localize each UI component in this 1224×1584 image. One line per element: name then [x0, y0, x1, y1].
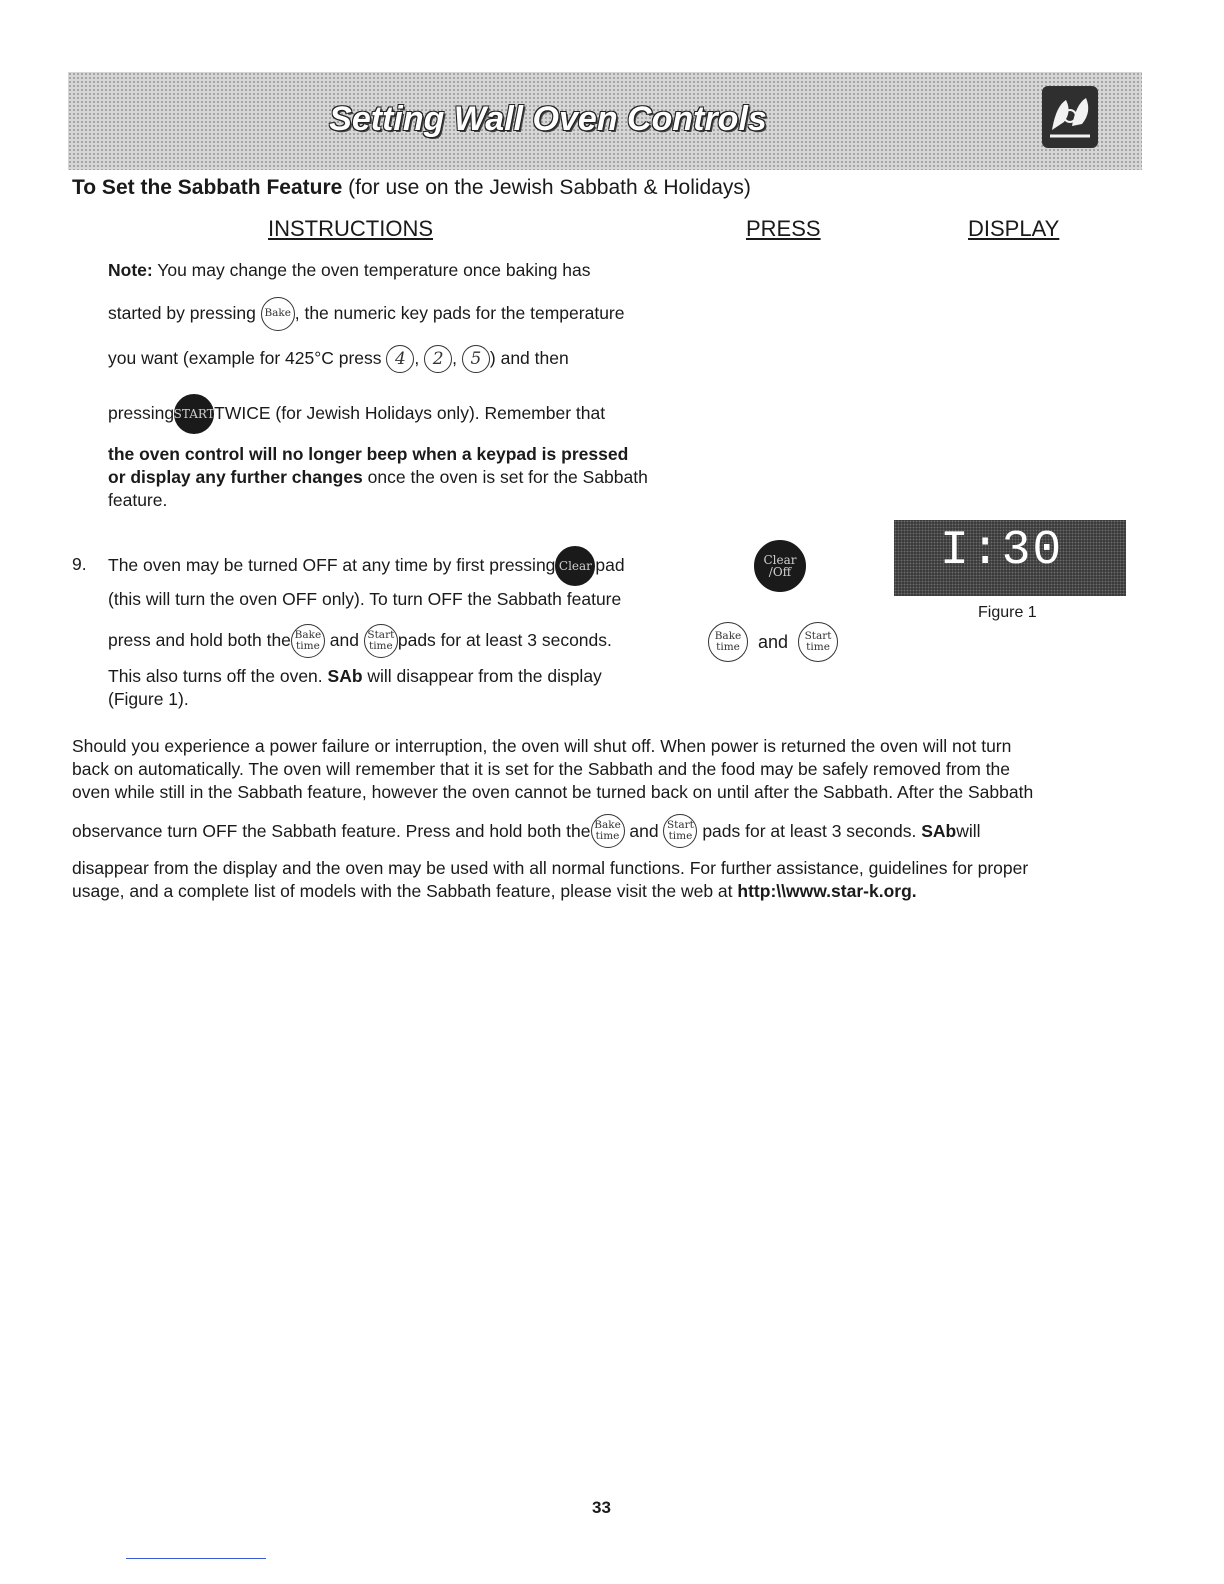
- key-label: time: [595, 830, 620, 842]
- note-line-7: [108, 492, 167, 510]
- oven-display: [894, 520, 1126, 596]
- note-text: once the oven is set for the Sabbath: [362, 467, 648, 487]
- key-label: Start: [804, 629, 832, 642]
- note-label: Note:: [108, 260, 153, 280]
- note-line-4: [108, 392, 605, 436]
- display-readout: I:30: [940, 524, 1064, 578]
- step-text: pad: [595, 555, 625, 576]
- step9-line-3: [108, 622, 612, 660]
- note-line-3: [108, 342, 569, 376]
- bake-key-icon: [261, 297, 295, 331]
- page-title: Setting Wall Oven Controls: [329, 100, 767, 138]
- separator: ,: [452, 348, 458, 369]
- key-label: Bake: [714, 629, 742, 642]
- step9-line-5: (Figure 1).: [108, 689, 189, 709]
- step9-line-4: [108, 668, 602, 686]
- note-bold-text: or display any further changes: [108, 467, 363, 487]
- closing-line-1: Should you experience a power failure or interruption, the oven will shut off. When power is returned the oven will not turn: [72, 736, 1012, 756]
- key-label: Bake: [594, 818, 621, 831]
- note-text: ) and then: [489, 348, 569, 369]
- closing-line-3: oven while still in the Sabbath feature, however the oven cannot be turned back on until after the Sabbath. After the Sabbath: [72, 782, 1034, 802]
- note-line-1: [108, 262, 591, 280]
- closing-text: and: [624, 820, 664, 841]
- start-time-key-icon: [663, 814, 697, 848]
- section-title: [72, 176, 751, 200]
- key-label: Bake: [294, 628, 322, 641]
- note-line-5: [108, 446, 628, 464]
- number-4-key-icon: 4: [386, 345, 414, 373]
- step-text: pads for at least 3 seconds.: [397, 630, 612, 651]
- key-label: /Off: [768, 565, 792, 579]
- closing-text: observance turn OFF the Sabbath feature. Press and hold both the: [72, 820, 591, 841]
- step-text: will disappear from the display: [362, 666, 602, 686]
- closing-line-5: disappear from the display and the oven may be used with all normal functions. For further assistance, guidelines for proper: [72, 858, 1029, 878]
- step-bold-text: SAb: [327, 666, 363, 686]
- closing-text: will: [956, 820, 981, 841]
- key-label: time: [716, 641, 740, 653]
- clear-off-key-icon: [555, 546, 595, 586]
- key-label: time: [296, 640, 320, 652]
- key-label: Clear: [558, 559, 592, 573]
- section-title-rest: (for use on the Jewish Sabbath & Holidays): [342, 176, 751, 199]
- step-number: 9.: [72, 554, 87, 574]
- section-title-bold: To Set the Sabbath Feature: [72, 176, 343, 199]
- key-label: Start: [367, 628, 395, 641]
- note-text: TWICE (for Jewish Holidays only). Remember that: [214, 403, 606, 424]
- key-label: Bake: [264, 307, 292, 320]
- number-5-key-icon: 5: [462, 345, 490, 373]
- bake-time-key-icon: [708, 622, 748, 662]
- step-text: and: [324, 630, 364, 651]
- closing-text: usage, and a complete list of models with the Sabbath feature, please visit the web at: [72, 881, 738, 901]
- closing-bold-text: SAb: [921, 820, 957, 841]
- key-label: Clear: [763, 553, 797, 567]
- key-label: Start: [666, 818, 694, 831]
- and-label: and: [758, 631, 789, 652]
- note-text: started by pressing: [108, 303, 256, 324]
- closing-line-2: back on automatically. The oven will remember that it is set for the Sabbath and the food may be safely removed from the: [72, 759, 1011, 779]
- display-heading: DISPLAY: [968, 216, 1060, 241]
- step9-line-1: [108, 546, 625, 586]
- key-label: time: [368, 640, 393, 652]
- closing-line-4: [72, 812, 1128, 850]
- website-link[interactable]: http:\\www.star-k.org.: [737, 881, 917, 901]
- number-2-key-icon: 2: [424, 345, 452, 373]
- step-text: The oven may be turned OFF at any time by first pressing: [108, 555, 556, 576]
- key-label: time: [806, 641, 830, 653]
- page-banner: [68, 72, 1142, 170]
- footer-rule: [126, 1558, 266, 1559]
- bake-time-key-icon: [291, 624, 325, 658]
- note-text: You may change the oven temperature once baking has: [152, 260, 591, 280]
- step-text: press and hold both the: [108, 630, 291, 651]
- note-text: pressing: [108, 403, 175, 424]
- closing-text: pads for at least 3 seconds.: [697, 820, 922, 841]
- closing-line-6: [72, 881, 1128, 902]
- start-key-icon: START: [174, 394, 214, 434]
- press-heading: PRESS: [746, 216, 821, 241]
- note-text: you want (example for 425°C press: [108, 348, 382, 369]
- clear-off-key-icon: [754, 540, 806, 592]
- oven-hands-icon: [1042, 86, 1098, 148]
- start-time-key-icon: [798, 622, 838, 662]
- separator: ,: [414, 348, 420, 369]
- note-text: feature.: [108, 490, 168, 510]
- start-time-key-icon: [364, 624, 398, 658]
- press-clear-off: [754, 540, 806, 592]
- page-number: 33: [592, 1498, 611, 1517]
- note-bold-text: the oven control will no longer beep when a keypad is pressed: [108, 444, 629, 464]
- step-text: This also turns off the oven.: [108, 666, 328, 686]
- figure-caption: Figure 1: [978, 604, 1037, 621]
- note-text: , the numeric key pads for the temperature: [294, 303, 625, 324]
- note-line-6: [108, 469, 648, 487]
- press-bake-start: [708, 622, 838, 662]
- step9-line-2: (this will turn the oven OFF only). To turn OFF the Sabbath feature: [108, 589, 622, 609]
- note-line-2: [108, 296, 624, 332]
- bake-time-key-icon: [591, 814, 625, 848]
- key-label: time: [668, 830, 693, 842]
- instructions-heading: INSTRUCTIONS: [268, 216, 433, 241]
